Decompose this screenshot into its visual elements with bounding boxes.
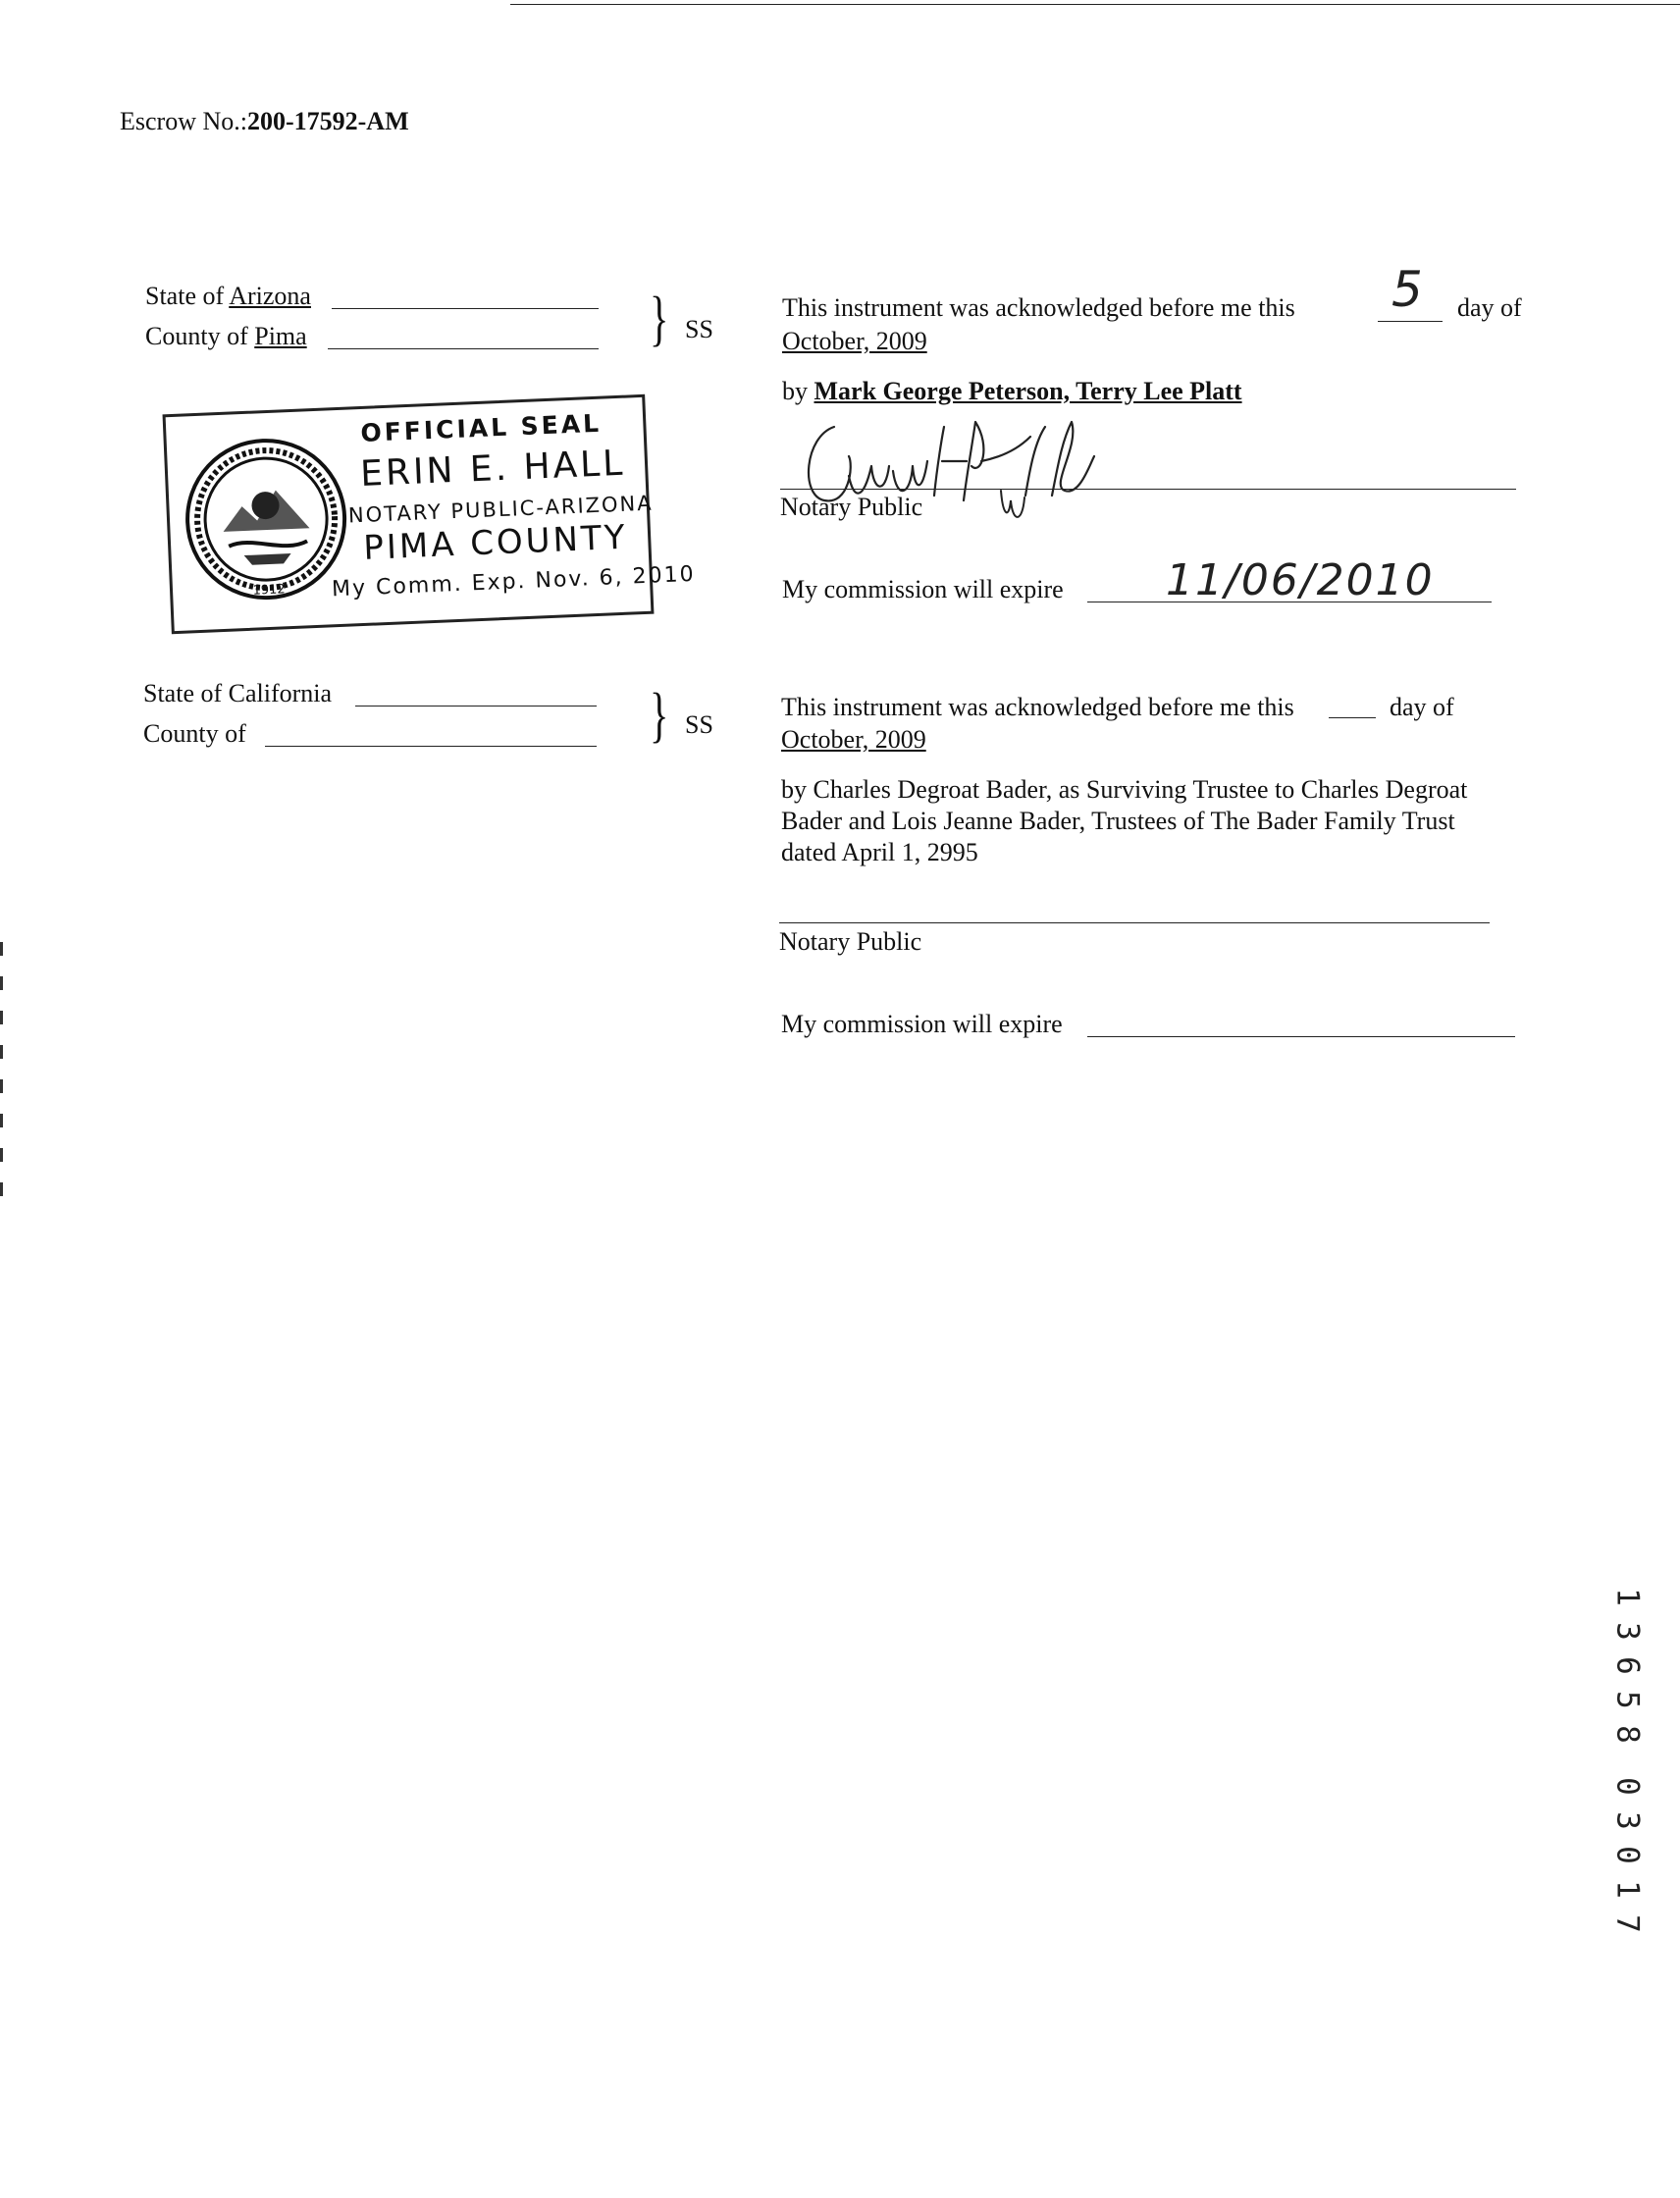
by-names: Mark George Peterson, Terry Lee Platt xyxy=(814,377,1242,405)
stamp-line-2: ERIN E. HALL xyxy=(359,443,627,495)
seal-year: 1912 xyxy=(252,582,286,599)
recording-digit: 5 xyxy=(1609,1691,1646,1709)
recording-digit: 3 xyxy=(1609,1622,1646,1641)
recording-digit: 1 xyxy=(1609,1880,1646,1899)
date-line: October, 2009 xyxy=(781,725,926,754)
state-seal-icon xyxy=(181,434,352,605)
escrow-label: Escrow No.: xyxy=(120,107,247,135)
day-line xyxy=(1329,717,1376,718)
escrow-value: 200-17592-AM xyxy=(246,107,409,135)
signature-line-2 xyxy=(779,922,1490,923)
day-of-label: day of xyxy=(1390,693,1454,721)
recording-digit: 8 xyxy=(1609,1725,1646,1744)
county-label: County of xyxy=(145,322,248,350)
by-text-3: dated April 1, 2995 xyxy=(781,838,978,866)
stamp-line-5: My Comm. Exp. Nov. 6, 2010 xyxy=(331,561,697,602)
stamp-line-3: NOTARY PUBLIC-ARIZONA xyxy=(347,491,655,528)
escrow-number xyxy=(120,107,409,136)
brace-icon: } xyxy=(650,286,669,352)
scan-mark xyxy=(0,1045,3,1059)
county-underline xyxy=(328,348,599,349)
scan-mark xyxy=(0,976,3,990)
day-line xyxy=(1378,321,1443,322)
stamp-line-1: OFFICIAL SEAL xyxy=(359,408,603,447)
ack-text xyxy=(781,693,1294,722)
signature-line-1 xyxy=(780,489,1516,490)
ack-text: This instrument was acknowledged before me this xyxy=(782,293,1295,322)
recording-digit: 7 xyxy=(1609,1914,1646,1933)
state-row-1 xyxy=(145,282,311,311)
by-text-1: by Charles Degroat Bader, as Surviving Trustee to Charles Degroat xyxy=(781,775,1468,804)
scan-mark xyxy=(0,1182,3,1196)
county-label: County of xyxy=(143,719,246,748)
ss-label: SS xyxy=(685,315,713,343)
scan-mark xyxy=(0,1114,3,1127)
notary-public-label: Notary Public xyxy=(780,493,923,521)
official-seal-stamp xyxy=(163,394,697,634)
scan-mark xyxy=(0,1079,3,1093)
commission-label: My commission will expire xyxy=(781,1010,1063,1038)
state-label: State of xyxy=(145,282,225,310)
recording-digit: 0 xyxy=(1609,1846,1646,1864)
recording-digit: 3 xyxy=(1609,1811,1646,1830)
state-value: Arizona xyxy=(229,282,311,310)
recording-digit: 1 xyxy=(1609,1588,1646,1606)
ack-text-main: This instrument was acknowledged before me this xyxy=(781,693,1294,721)
notary-public-label: Notary Public xyxy=(779,927,922,956)
county-row-1 xyxy=(145,322,307,351)
brace-icon: } xyxy=(650,682,669,749)
date-line: October, 2009 xyxy=(782,327,927,355)
recording-number xyxy=(1609,1580,1645,1941)
by-text-2: Bader and Lois Jeanne Bader, Trustees of The Bader Family Trust xyxy=(781,807,1455,835)
state-underline xyxy=(332,308,599,309)
recording-digit: 6 xyxy=(1609,1656,1646,1675)
top-edge-line xyxy=(510,4,1680,5)
commission-label: My commission will expire xyxy=(782,575,1064,603)
commission-line-2 xyxy=(1087,1036,1515,1037)
commission-date: 11/06/2010 xyxy=(1166,555,1435,605)
county-underline xyxy=(265,746,597,747)
stamp-line-4: PIMA COUNTY xyxy=(362,517,629,568)
state-label: State of xyxy=(143,679,223,707)
day-of-label: day of xyxy=(1457,293,1522,322)
scan-mark xyxy=(0,1148,3,1162)
handwritten-day: 5 xyxy=(1391,261,1423,318)
recording-digit: 0 xyxy=(1609,1777,1646,1796)
by-label: by xyxy=(782,377,808,405)
state-value: California xyxy=(228,679,333,707)
ss-label: SS xyxy=(685,710,713,739)
county-row-2 xyxy=(143,719,246,749)
by-line xyxy=(782,377,1242,406)
scan-mark xyxy=(0,1011,3,1024)
scan-mark xyxy=(0,942,3,956)
county-value: Pima xyxy=(254,322,307,350)
state-row-2 xyxy=(143,679,332,708)
